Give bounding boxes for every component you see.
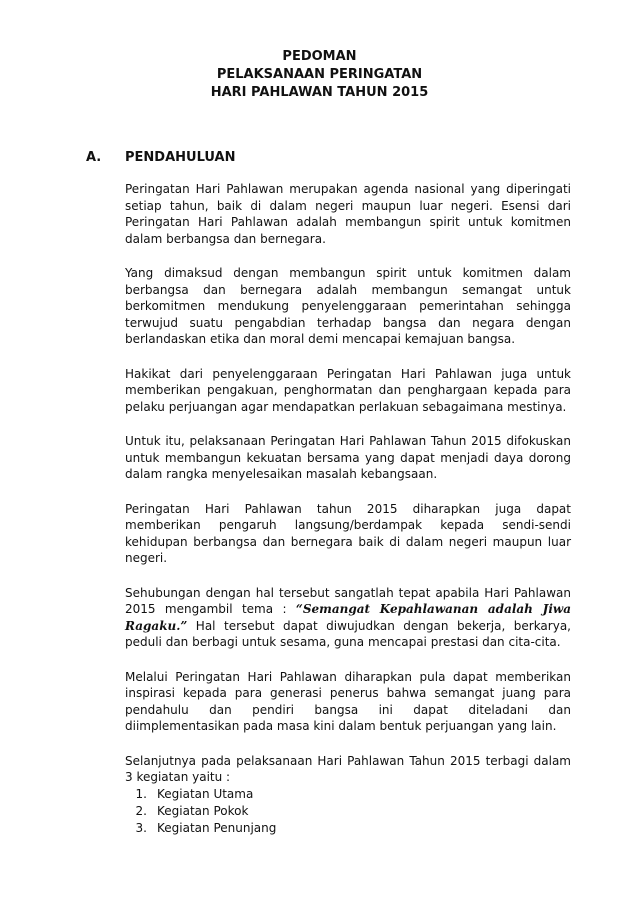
title-line-2: PELAKSANAAN PERINGATAN: [216, 67, 423, 82]
list-number: 2.: [135, 803, 147, 818]
paragraph-6-rest: Hal tersebut dapat diwujudkan dengan bekerja, berkarya, peduli dan berbagi untuk sesama, guna mencapai prestasi dan cita-cita.: [125, 618, 571, 649]
theme-quote: “Semangat Kepahlawanan adalah Jiwa Ragaku.”: [125, 602, 572, 633]
paragraph-6-intro: Sehubungan dengan hal tersebut sangatlah tepat apabila Hari Pahlawan 2015 mengambil tema :: [125, 585, 571, 616]
paragraph-2: Yang dimaksud dengan membangun spirit untuk komitmen dalam berbangsa dan bernegara adalah membangun semangat untuk berkomitmen mendukung penyelenggaraan pemerintahan sehingga terwujud suatu pengabdian terhadap bangsa dan negara dengan berlandaskan etika dan moral demi mencapai kemajuan bangsa.: [125, 266, 571, 346]
paragraph-4: Untuk itu, pelaksanaan Peringatan Hari Pahlawan Tahun 2015 difokuskan untuk membangun kekuatan bersama yang dapat menjadi daya dorong dalam rangka menyelesaikan masalah kebangsaan.: [125, 434, 571, 481]
list-item: [125, 803, 571, 820]
paragraph-3: Hakikat dari penyelenggaraan Peringatan Hari Pahlawan juga untuk memberikan pengakuan, penghormatan dan penghargaan kepada para pelaku perjuangan agar mendapatkan perlakuan sebagaimana mestinya.: [125, 366, 571, 414]
list-label: Kegiatan Penunjang: [157, 820, 277, 835]
list-number: 1.: [135, 786, 147, 801]
section-body: [125, 181, 571, 837]
paragraph-1: Peringatan Hari Pahlawan merupakan agenda nasional yang diperingati setiap tahun, baik di dalam negeri maupun luar negeri. Esensi dari Peringatan Hari Pahlawan adalah membangun spirit untuk komitmen dalam berbangsa dan bernegara.: [125, 182, 571, 246]
title-line-3: HARI PAHLAWAN TAHUN 2015: [210, 85, 429, 100]
paragraph-8: Selanjutnya pada pelaksanaan Hari Pahlawan Tahun 2015 terbagi dalam 3 kegiatan yaitu :: [125, 753, 571, 784]
list-number: 3.: [135, 820, 147, 835]
document-title: [0, 48, 639, 102]
list-label: Kegiatan Pokok: [157, 803, 249, 818]
list-item: [125, 820, 571, 837]
paragraph-6: [125, 585, 571, 651]
title-line-1: PEDOMAN: [282, 49, 357, 64]
paragraph-5: Peringatan Hari Pahlawan tahun 2015 diharapkan juga dapat memberikan pengaruh langsung/berdampak kepada sendi-sendi kehidupan berbangsa dan bernegara baik di dalam negeri maupun luar negeri.: [125, 501, 571, 565]
list-label: Kegiatan Utama: [157, 786, 254, 801]
paragraph-7: Melalui Peringatan Hari Pahlawan diharapkan pula dapat memberikan inspirasi kepada para generasi penerus bahwa semangat juang para pendahulu dan pendiri bangsa ini dapat diteladani dan diimplementasikan pada masa kini dalam bentuk perjuangan yang lain.: [125, 669, 571, 733]
section-heading: PENDAHULUAN: [125, 150, 236, 165]
activity-list: [125, 786, 571, 837]
list-item: [125, 786, 571, 803]
section-letter: A.: [86, 150, 102, 165]
